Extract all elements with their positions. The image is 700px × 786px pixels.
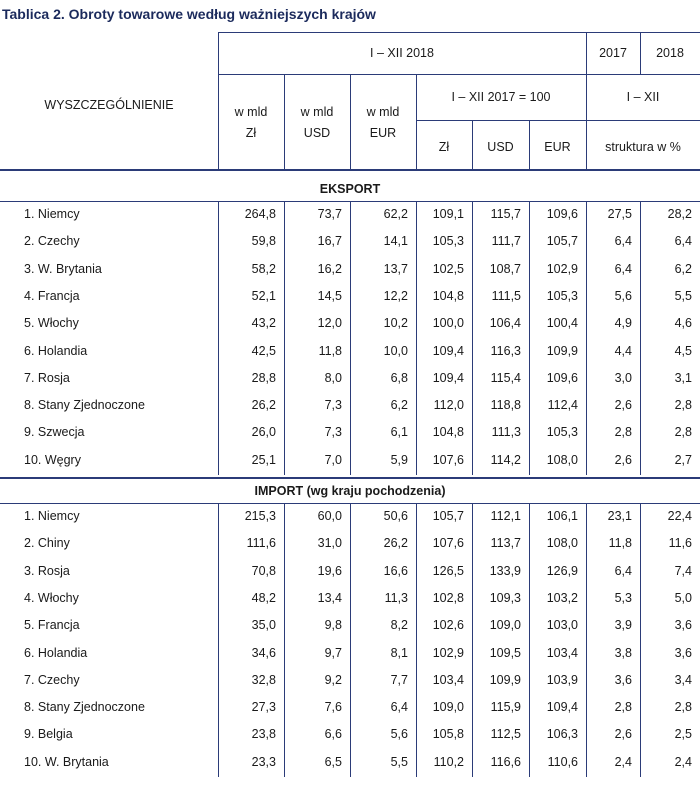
row-value: 114,2	[490, 452, 521, 467]
row-value: 62,2	[383, 207, 408, 221]
row-value: 16,2	[317, 261, 342, 276]
row-value: 2,4	[674, 754, 692, 769]
row-value: 109,4	[432, 343, 464, 358]
row-value: 106,3	[546, 727, 578, 742]
column-divider	[586, 503, 587, 777]
row-value: 105,8	[432, 727, 464, 742]
row-value: 105,7	[432, 509, 464, 523]
row-value: 3,4	[674, 672, 692, 687]
row-value: 102,6	[432, 618, 464, 633]
header-year-2017: 2017	[599, 46, 627, 60]
row-value: 104,8	[432, 425, 464, 440]
row-value: 13,4	[317, 590, 342, 605]
row-label: 1. Niemcy	[24, 207, 80, 221]
row-value: 6,1	[390, 425, 408, 440]
row-value: 5,9	[390, 452, 408, 467]
row-value: 105,3	[546, 425, 578, 440]
row-value: 9,8	[324, 618, 342, 633]
row-value: 109,0	[432, 700, 464, 715]
row-value: 111,3	[491, 425, 521, 440]
row-label: 9. Belgia	[24, 727, 73, 742]
row-value: 215,3	[244, 509, 276, 523]
row-value: 42,5	[251, 343, 276, 358]
row-label: 8. Stany Zjednoczone	[24, 700, 145, 715]
header-w-mld-zl-2: Zł	[245, 126, 257, 140]
row-value: 103,4	[432, 672, 464, 687]
row-value: 31,0	[317, 536, 342, 551]
row-value: 48,2	[251, 590, 276, 605]
row-value: 2,6	[614, 727, 632, 742]
row-value: 110,6	[547, 754, 578, 769]
table-title: Tablica 2. Obroty towarowe według ważniejszych krajów	[2, 6, 376, 22]
row-value: 16,7	[317, 234, 342, 249]
row-value: 108,7	[489, 261, 521, 276]
column-divider	[640, 503, 641, 777]
column-divider	[350, 201, 351, 475]
header-vline	[284, 74, 285, 169]
row-value: 109,6	[546, 370, 578, 385]
row-value: 2,6	[614, 452, 632, 467]
row-value: 7,3	[324, 425, 342, 440]
row-value: 2,6	[614, 398, 632, 413]
header-year-2018: 2018	[656, 46, 684, 60]
row-value: 115,9	[490, 700, 521, 715]
row-value: 2,7	[674, 452, 692, 467]
row-value: 105,7	[546, 234, 578, 249]
section-title-import: IMPORT (wg kraju pochodzenia)	[254, 484, 446, 498]
row-value: 26,0	[251, 425, 276, 440]
row-value: 27,5	[607, 207, 632, 221]
row-value: 5,5	[390, 754, 408, 769]
row-label: 7. Czechy	[24, 672, 80, 687]
row-value: 102,9	[432, 645, 464, 660]
row-value: 115,7	[490, 207, 521, 221]
row-value: 6,2	[674, 261, 692, 276]
row-value: 3,6	[674, 618, 692, 633]
column-divider	[416, 201, 417, 475]
row-value: 110,2	[433, 754, 464, 769]
row-value: 7,7	[390, 672, 408, 687]
row-value: 5,5	[674, 288, 692, 303]
row-value: 52,1	[251, 288, 276, 303]
row-value: 112,0	[433, 398, 464, 413]
row-value: 2,8	[674, 425, 692, 440]
row-label: 2. Chiny	[24, 536, 70, 551]
header-w-mld-eur-2: EUR	[369, 126, 397, 140]
row-value: 3,6	[674, 645, 692, 660]
row-value: 111,5	[491, 288, 521, 303]
row-value: 6,4	[674, 234, 692, 249]
row-label: 10. Węgry	[24, 452, 81, 467]
header-index-label: I – XII 2017 = 100	[451, 90, 551, 104]
row-value: 109,3	[489, 590, 521, 605]
row-value: 26,2	[383, 536, 408, 551]
row-value: 112,4	[547, 398, 578, 413]
row-label: 5. Włochy	[24, 316, 79, 331]
row-value: 2,8	[614, 700, 632, 715]
row-value: 58,2	[251, 261, 276, 276]
row-label: 9. Szwecja	[24, 425, 85, 440]
row-value: 7,4	[674, 563, 692, 578]
row-value: 2,8	[674, 700, 692, 715]
section-title-eksport: EKSPORT	[319, 182, 381, 196]
row-label: 5. Francja	[24, 618, 80, 633]
row-label: 4. Francja	[24, 288, 80, 303]
header-mid-rule	[218, 74, 700, 75]
row-value: 59,8	[251, 234, 276, 249]
row-value: 116,6	[490, 754, 521, 769]
header-idx-usd: USD	[487, 140, 514, 154]
row-value: 34,6	[251, 645, 276, 660]
row-value: 126,9	[546, 563, 578, 578]
row-value: 4,4	[614, 343, 632, 358]
header-vline	[416, 74, 417, 169]
row-value: 11,6	[668, 536, 692, 551]
row-value: 13,7	[383, 261, 408, 276]
column-divider	[284, 503, 285, 777]
row-value: 10,0	[383, 343, 408, 358]
header-bottom-rule	[0, 169, 700, 171]
header-w-mld-usd-2: USD	[303, 126, 331, 140]
row-value: 6,4	[390, 700, 408, 715]
row-value: 11,3	[384, 590, 408, 605]
row-value: 6,4	[614, 563, 632, 578]
column-divider	[416, 503, 417, 777]
row-value: 264,8	[244, 207, 276, 221]
header-idx-zl: Zł	[438, 140, 450, 154]
row-value: 7,3	[324, 398, 342, 413]
row-value: 3,9	[614, 618, 632, 633]
row-label: 3. Rosja	[24, 563, 70, 578]
column-divider	[472, 201, 473, 475]
row-value: 107,6	[432, 536, 464, 551]
row-value: 109,9	[546, 343, 578, 358]
row-value: 104,8	[432, 288, 464, 303]
row-label: 6. Holandia	[24, 343, 88, 358]
row-value: 23,1	[607, 509, 632, 523]
column-divider	[218, 503, 219, 777]
row-value: 10,2	[383, 316, 408, 331]
header-vline	[350, 74, 351, 169]
header-w-mld-eur-1: w mld	[366, 105, 400, 119]
row-value: 118,8	[490, 398, 521, 413]
row-value: 5,0	[674, 590, 692, 605]
row-value: 3,8	[614, 645, 632, 660]
row-value: 108,0	[546, 452, 578, 467]
row-value: 8,2	[390, 618, 408, 633]
row-value: 19,6	[317, 563, 342, 578]
row-value: 109,5	[489, 645, 521, 660]
header-struktura: struktura w %	[605, 140, 681, 154]
row-value: 115,4	[490, 370, 521, 385]
row-value: 3,0	[614, 370, 632, 385]
row-value: 9,2	[324, 672, 342, 687]
row-value: 4,5	[674, 343, 692, 358]
row-value: 112,1	[490, 509, 521, 523]
row-value: 11,8	[608, 536, 632, 551]
row-value: 107,6	[432, 452, 464, 467]
row-value: 5,3	[614, 590, 632, 605]
row-value: 103,2	[546, 590, 578, 605]
header-top-rule	[218, 32, 700, 33]
row-value: 70,8	[251, 563, 276, 578]
row-value: 100,0	[432, 316, 464, 331]
row-label: 7. Rosja	[24, 370, 70, 385]
row-value: 106,4	[489, 316, 521, 331]
row-value: 12,2	[383, 288, 408, 303]
row-value: 109,1	[432, 207, 464, 221]
row-value: 11,8	[318, 343, 342, 358]
row-label: 1. Niemcy	[24, 509, 80, 523]
column-divider	[529, 201, 530, 475]
row-value: 14,5	[317, 288, 342, 303]
row-value: 105,3	[546, 288, 578, 303]
row-value: 112,5	[490, 727, 521, 742]
row-value: 43,2	[251, 316, 276, 331]
row-value: 60,0	[317, 509, 342, 523]
row-value: 7,6	[324, 700, 342, 715]
header-idx-eur: EUR	[544, 140, 571, 154]
row-value: 23,8	[251, 727, 276, 742]
row-value: 109,0	[489, 618, 521, 633]
row-value: 8,0	[324, 370, 342, 385]
column-divider	[472, 503, 473, 777]
row-value: 2,5	[674, 727, 692, 742]
row-value: 116,3	[490, 343, 521, 358]
row-value: 25,1	[251, 452, 276, 467]
row-value: 9,7	[324, 645, 342, 660]
row-value: 103,0	[546, 618, 578, 633]
row-value: 23,3	[251, 754, 276, 769]
row-value: 35,0	[251, 618, 276, 633]
row-value: 106,1	[546, 509, 578, 523]
row-value: 2,8	[674, 398, 692, 413]
row-value: 14,1	[383, 234, 408, 249]
row-value: 32,8	[251, 672, 276, 687]
row-value: 100,4	[546, 316, 578, 331]
row-value: 108,0	[546, 536, 578, 551]
row-value: 109,6	[546, 207, 578, 221]
column-divider	[586, 201, 587, 475]
row-value: 6,6	[324, 727, 342, 742]
row-value: 27,3	[251, 700, 276, 715]
row-value: 4,9	[614, 316, 632, 331]
row-value: 28,8	[251, 370, 276, 385]
column-divider	[529, 503, 530, 777]
row-value: 28,2	[667, 207, 692, 221]
row-label: 6. Holandia	[24, 645, 88, 660]
header-period-struct: I – XII	[626, 90, 660, 104]
row-value: 111,7	[491, 234, 521, 249]
section-bottom-rule	[0, 477, 700, 479]
header-period-2018: I – XII 2018	[370, 46, 434, 60]
row-value: 5,6	[614, 288, 632, 303]
row-label: 8. Stany Zjednoczone	[24, 398, 145, 413]
row-value: 103,4	[546, 645, 578, 660]
row-value: 5,6	[390, 727, 408, 742]
row-value: 4,6	[674, 316, 692, 331]
row-value: 111,6	[246, 536, 276, 551]
row-value: 12,0	[317, 316, 342, 331]
row-label: 4. Włochy	[24, 590, 79, 605]
row-value: 26,2	[251, 398, 276, 413]
header-w-mld-zl-1: w mld	[234, 105, 268, 119]
row-value: 6,8	[390, 370, 408, 385]
row-value: 22,4	[667, 509, 692, 523]
row-value: 3,1	[674, 370, 692, 385]
row-value: 109,4	[432, 370, 464, 385]
row-value: 7,0	[324, 452, 342, 467]
column-divider	[218, 201, 219, 475]
row-label: 10. W. Brytania	[24, 754, 109, 769]
row-value: 2,4	[614, 754, 632, 769]
row-value: 8,1	[390, 645, 408, 660]
row-value: 6,4	[614, 234, 632, 249]
header-sub-rule	[416, 120, 700, 121]
column-divider	[350, 503, 351, 777]
row-value: 3,6	[614, 672, 632, 687]
row-label: 3. W. Brytania	[24, 261, 102, 276]
column-divider	[640, 201, 641, 475]
row-value: 109,9	[489, 672, 521, 687]
row-value: 50,6	[383, 509, 408, 523]
row-value: 102,5	[432, 261, 464, 276]
row-value: 105,3	[432, 234, 464, 249]
row-value: 113,7	[490, 536, 521, 551]
row-value: 133,9	[489, 563, 521, 578]
row-value: 126,5	[432, 563, 464, 578]
column-divider	[284, 201, 285, 475]
row-value: 102,9	[546, 261, 578, 276]
row-value: 6,2	[390, 398, 408, 413]
row-value: 16,6	[383, 563, 408, 578]
header-w-mld-usd-1: w mld	[300, 105, 334, 119]
row-label: 2. Czechy	[24, 234, 80, 249]
row-value: 2,8	[614, 425, 632, 440]
header-row-label: WYSZCZEGÓLNIENIE	[44, 98, 174, 112]
row-value: 102,8	[432, 590, 464, 605]
row-value: 6,4	[614, 261, 632, 276]
row-value: 6,5	[324, 754, 342, 769]
row-value: 109,4	[546, 700, 578, 715]
row-value: 103,9	[546, 672, 578, 687]
row-value: 73,7	[317, 207, 342, 221]
